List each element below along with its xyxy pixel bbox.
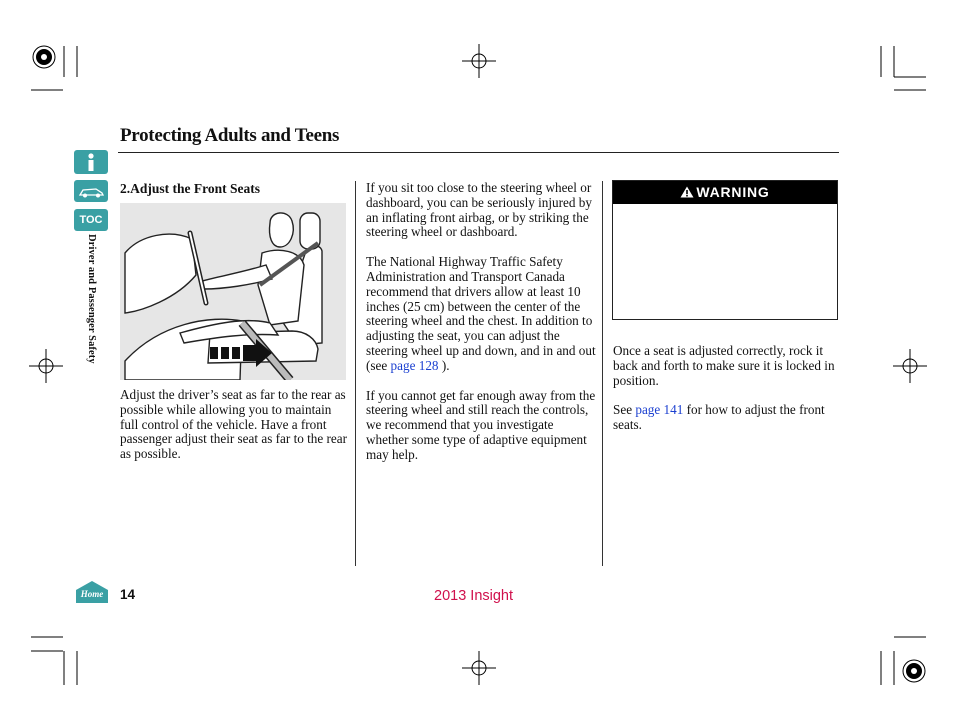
column-divider-1 <box>355 181 356 566</box>
col3-p2-end: for how to adjust the front seats. <box>613 402 825 433</box>
column-divider-2 <box>602 181 603 566</box>
col2-paragraph-3: If you cannot get far enough away from the steering wheel and still reach the controls, we recommend that you investigate whether some type of adaptive equipment may help. <box>366 387 596 462</box>
toc-label: TOC <box>79 214 103 226</box>
col2-paragraph-2 <box>366 255 596 373</box>
seat-illustration <box>120 203 346 380</box>
page-number: 14 <box>120 587 136 602</box>
section-label: Driver and Passenger Safety <box>86 234 97 364</box>
page-128-link[interactable]: page 128 <box>390 357 439 373</box>
col3-paragraph-1: Once a seat is adjusted correctly, rock it back and forth to make sure it is locked in position. <box>613 343 835 388</box>
warning-header <box>613 181 837 204</box>
title-rule <box>118 152 839 153</box>
col3-paragraph-2 <box>613 403 843 433</box>
home-icon <box>74 580 110 604</box>
section-heading: 2.Adjust the Front Seats <box>120 181 261 196</box>
warning-label: WARNING <box>696 184 770 200</box>
home-button[interactable] <box>74 580 110 604</box>
page-title: Protecting Adults and Teens <box>120 125 340 146</box>
col2-p2-end: ). <box>438 357 450 373</box>
col3-p2-text: See <box>613 402 636 418</box>
footer-doc-title: 2013 Insight <box>434 588 514 604</box>
col1-paragraph: Adjust the driver’s seat as far to the rear as possible while allowing you to maintain full control of the vehicle. Have a front passenger adjust their seat as far to the rear as possible. <box>120 387 348 462</box>
col2-text <box>366 181 596 478</box>
home-label: Home <box>80 589 104 599</box>
page-141-link[interactable]: page 141 <box>635 402 684 418</box>
col3-text <box>613 344 843 448</box>
info-icon <box>74 150 108 174</box>
col2-p2-text: The National Highway Traffic Safety Administration and Transport Canada recommend that drivers allow at least 10 inches (25 cm) between the center of the steering wheel and the chest. In addition to adjusting the seat, you can adjust the steering wheel up and down, and in and out (see <box>366 254 596 373</box>
car-icon <box>74 180 108 202</box>
toc-button[interactable] <box>74 209 108 231</box>
warning-box <box>612 180 838 320</box>
info-button[interactable] <box>74 150 108 174</box>
warning-triangle-icon <box>680 186 694 198</box>
car-button[interactable] <box>74 180 108 202</box>
col2-paragraph-1: If you sit too close to the steering wheel or dashboard, you can be seriously injured by an inflating front airbag, or by striking the steering wheel or dashboard. <box>366 180 592 240</box>
